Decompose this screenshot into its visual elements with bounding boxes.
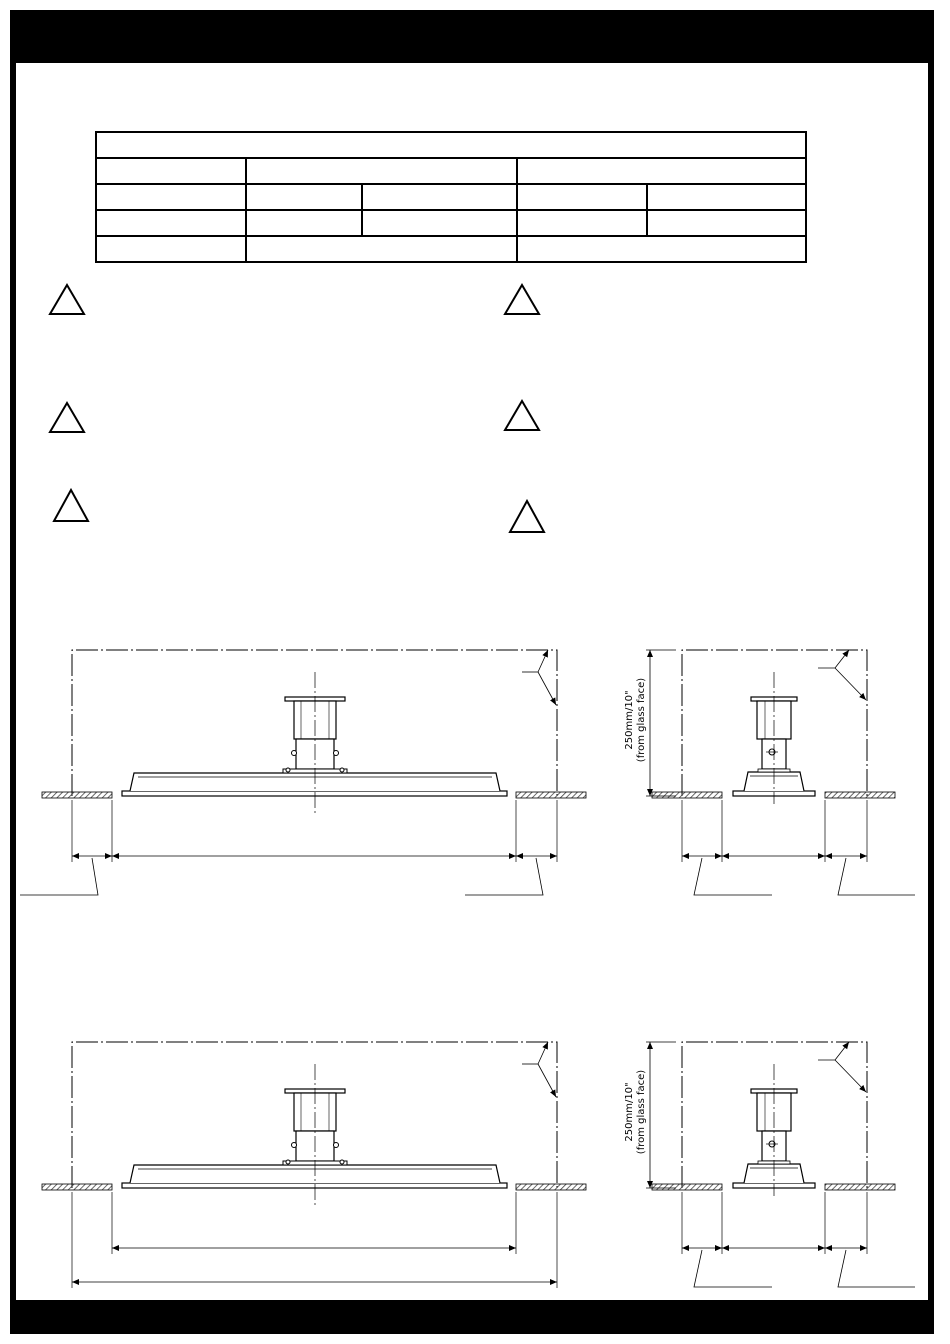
front-view-drawing-bottom: [42, 1042, 586, 1288]
side-view-drawing-bottom: [646, 1042, 915, 1287]
height-dimension-label: 250mm/10": [624, 1082, 635, 1142]
side-view-drawing-top: [646, 650, 915, 895]
drawing-row-bottom: [42, 1042, 915, 1288]
height-dimension-label: 250mm/10": [624, 690, 635, 750]
front-view-drawing-top: [20, 650, 586, 895]
height-dimension-sublabel: (from glass face): [636, 677, 647, 763]
height-dimension-sublabel: (from glass face): [636, 1069, 647, 1155]
